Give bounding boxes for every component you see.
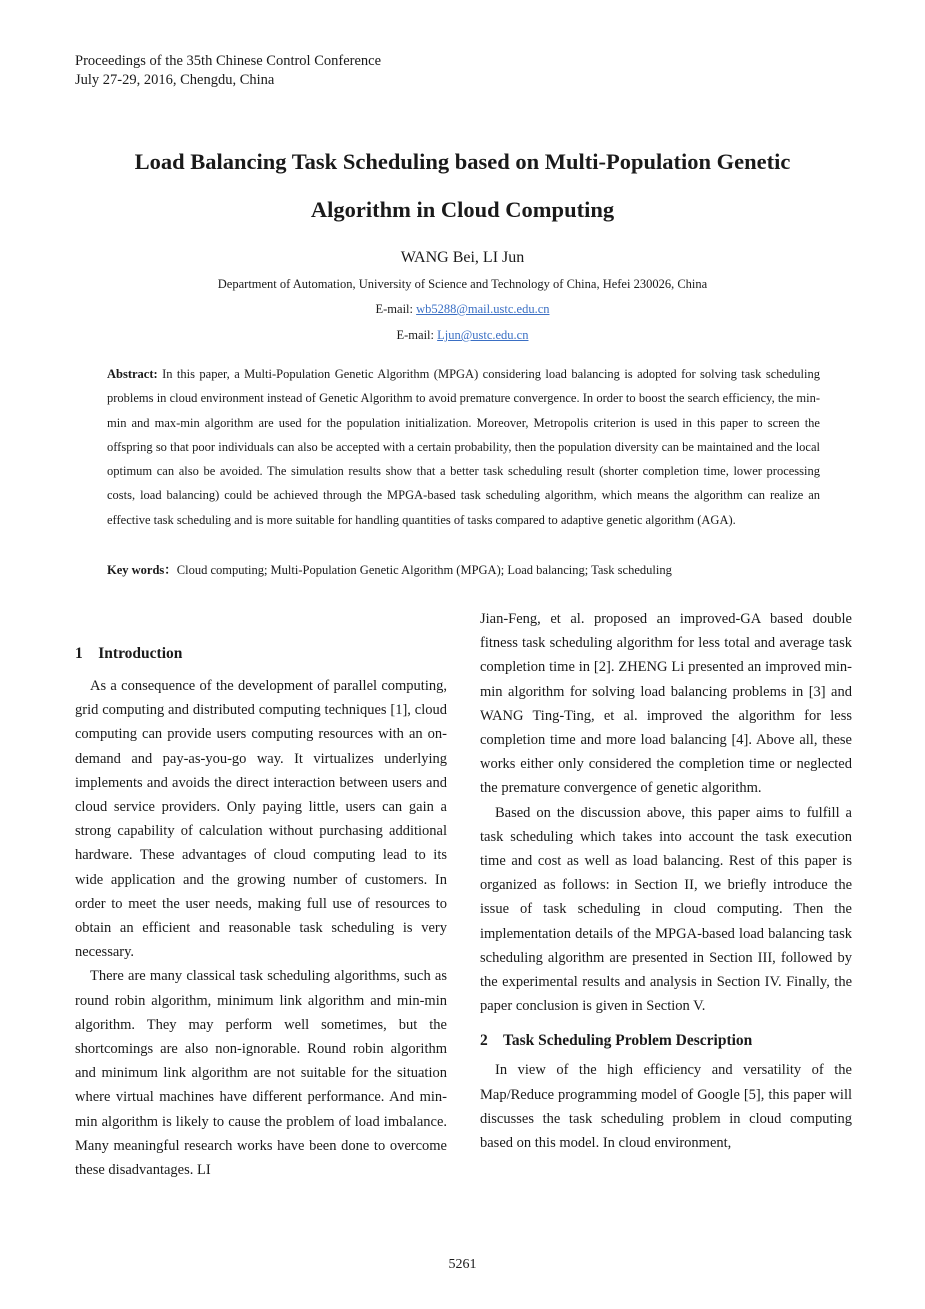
- intro-paragraph-continued: Jian-Feng, et al. proposed an improved-GA based double fitness task scheduling algorithm for less total and average task completion time in [2]. ZHENG Li presented an improved min-min algorithm for solving load balancing problems in [3] and WANG Ting-Ting, et al. improved the algorithm for less completion time and more load balancing [4]. Above all, these works either only considered the completion time or neglected the premature convergence of genetic algorithm.: [480, 611, 852, 797]
- email-link-2[interactable]: Ljun@ustc.edu.cn: [437, 328, 529, 342]
- abstract: [107, 362, 820, 532]
- email-label: E-mail:: [375, 302, 417, 316]
- conference-date-location: July 27-29, 2016, Chengdu, China: [75, 72, 275, 88]
- email-link-1[interactable]: wb5288@mail.ustc.edu.cn: [416, 302, 550, 316]
- paper-title: [60, 138, 865, 234]
- keywords: [107, 560, 827, 578]
- title-line-2: Algorithm in Cloud Computing: [310, 197, 615, 222]
- intro-paragraph-3: Based on the discussion above, this paper aims to fulfill a task scheduling which takes into account the task execution time and cost as well as load balancing. Rest of this paper is organized as follows: in Section II, we briefly introduce the issue of task scheduling in cloud computing. Then the implementation details of the MPGA-based load balancing task scheduling algorithm are presented in Section III, followed by the experimental results and analysis in Section IV. Finally, the paper conclusion is given in Section V.: [480, 804, 852, 1015]
- affiliation: Department of Automation, University of Science and Technology of China, Hefei 230026, China: [217, 277, 708, 291]
- email-line-2: [0, 328, 925, 343]
- section-2-paragraph-1: In view of the high efficiency and versatility of the Map/Reduce programming model of Google [5], this paper will discusses the task scheduling problem in cloud computing based on this model. In cloud environment,: [480, 1062, 852, 1152]
- section-2-heading: 2 Task Scheduling Problem Description: [480, 1032, 753, 1050]
- conference-header: [75, 52, 381, 90]
- keywords-text: Cloud computing; Multi-Population Genetic Algorithm (MPGA); Load balancing; Task scheduling: [176, 563, 672, 577]
- keywords-label: Key words：: [107, 563, 177, 577]
- title-line-1: Load Balancing Task Scheduling based on Multi-Population Genetic: [134, 149, 791, 174]
- abstract-text: In this paper, a Multi-Population Genetic Algorithm (MPGA) considering load balancing is adopted for solving task scheduling problems in cloud environment instead of Genetic Algorithm to avoid premature convergence. In order to boost the search efficiency, the min-min and max-min algorithm are used for the population initialization. Moreover, Metropolis criterion is used in this paper to screen the offspring so that poor individuals can also be accepted with a certain probability, then the population diversity can be maintained and the local optimum can also be avoided. The simulation results show that a better task scheduling result (shorter completion time, lower processing costs, load balancing) could be achieved through the MPGA-based task scheduling algorithm, which means the algorithm can realize an effective task scheduling and is more suitable for handling quantities of tasks compared to adaptive genetic algorithm (AGA).: [107, 367, 820, 527]
- left-column: [75, 640, 447, 1182]
- authors: WANG Bei, LI Jun: [400, 249, 525, 266]
- email-line-1: [0, 302, 925, 317]
- right-column: [480, 607, 852, 1155]
- email-label: E-mail:: [396, 328, 438, 342]
- intro-paragraph-2: There are many classical task scheduling algorithms, such as round robin algorithm, minimum link algorithm and min-min algorithm. They may perform well sometimes, but the shortcomings are also non-ignorable. Round robin algorithm and minimum link algorithm are not suitable for the situation where virtual machines have different performance. And min-min algorithm is likely to cause the problem of load imbalance. Many meaningful research works have been done to overcome these disadvantages. LI: [75, 968, 447, 1179]
- page-number: 5261: [448, 1257, 477, 1272]
- abstract-label: Abstract:: [107, 367, 158, 381]
- conference-name: Proceedings of the 35th Chinese Control Conference: [75, 53, 382, 69]
- intro-paragraph-1: As a consequence of the development of parallel computing, grid computing and distributed computing techniques [1], cloud computing can provide users computing resources with an on-demand and pay-as-you-go way. It virtualizes underlying implements and avoids the direct interaction between users and cloud service providers. Only paying little, users can gain a strong capability of calculation without purchasing additional hardware. These advantages of cloud computing lead to its wide application and the growing number of customers. In order to meet the user needs, making full use of resources to obtain an efficient and reasonable task scheduling is very necessary.: [75, 678, 447, 961]
- section-1-heading: 1 Introduction: [75, 645, 183, 662]
